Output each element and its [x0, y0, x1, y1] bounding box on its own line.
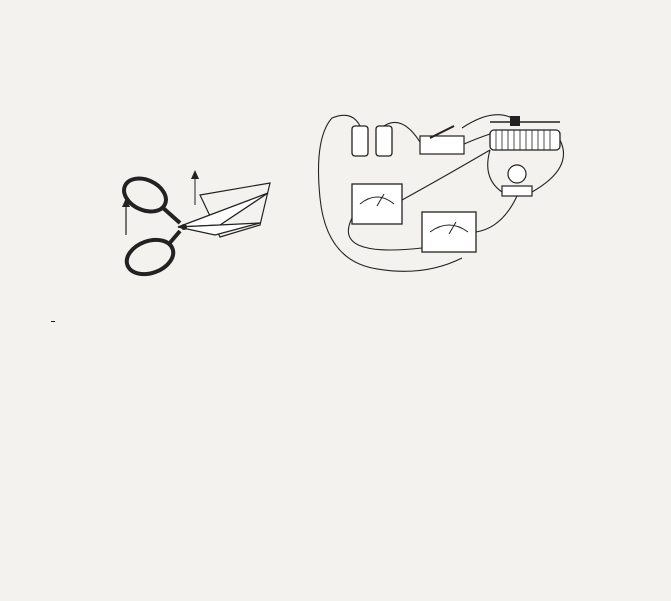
figure-23-scissors	[100, 165, 290, 285]
fraction-numerator	[51, 321, 55, 322]
answers-bottom-block	[16, 310, 656, 334]
efficiency-fraction	[51, 321, 55, 322]
figure-24-circuit	[312, 108, 582, 288]
